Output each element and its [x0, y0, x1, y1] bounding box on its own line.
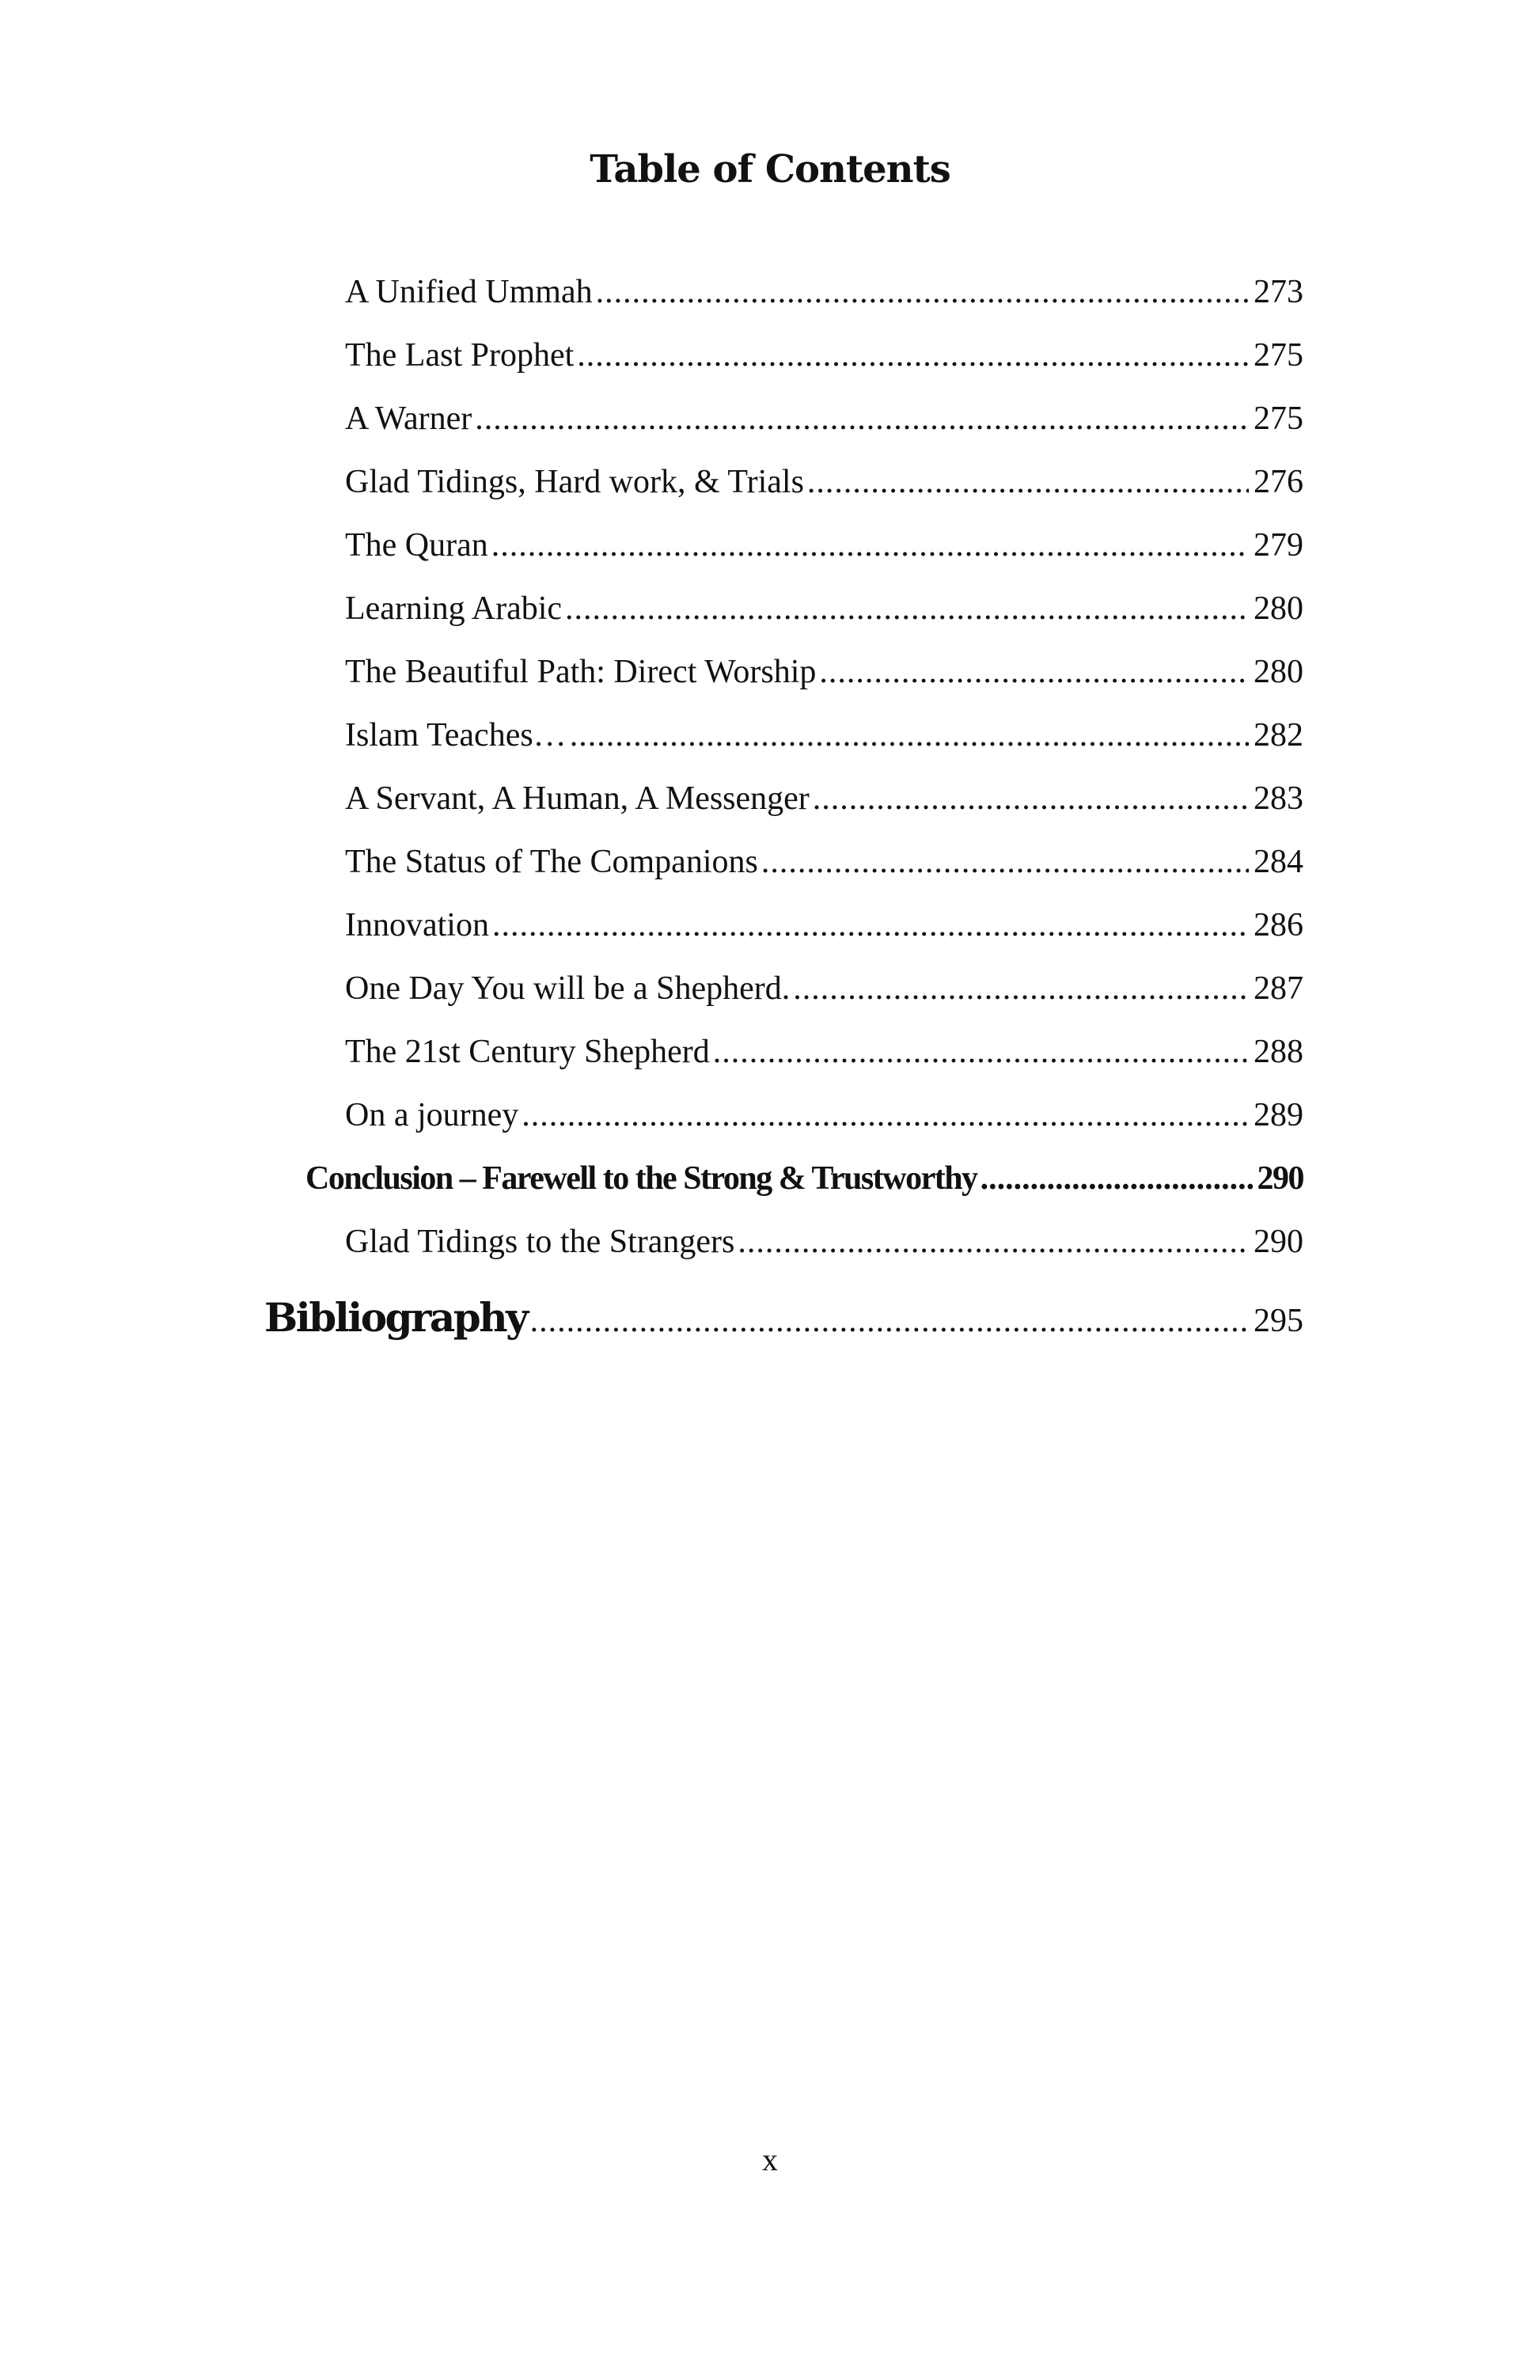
toc-entry-label: A Unified Ummah: [345, 274, 593, 310]
toc-entry-page: 287: [1254, 970, 1303, 1007]
dot-leader: [738, 1223, 1249, 1261]
toc-entry-label: The Beautiful Path: Direct Worship: [345, 654, 817, 690]
toc-entry[interactable]: [345, 336, 1303, 392]
toc-entry-label: On a journey: [345, 1097, 519, 1133]
toc-entry-page: 275: [1254, 337, 1303, 374]
toc-entry[interactable]: [345, 1033, 1303, 1088]
toc-part-entry[interactable]: [264, 1294, 1303, 1349]
toc-entry-label: The 21st Century Shepherd: [345, 1034, 710, 1070]
toc-entry[interactable]: [345, 590, 1303, 645]
toc-entry-page: 283: [1254, 780, 1303, 817]
page-number: x: [762, 2142, 778, 2177]
toc-entry[interactable]: [345, 273, 1303, 328]
toc-entry-label: A Servant, A Human, A Messenger: [345, 780, 810, 817]
dot-leader: [807, 463, 1249, 501]
toc-entry-page: 282: [1254, 717, 1303, 753]
toc-entry-label: Innovation: [345, 907, 489, 943]
dot-leader: [713, 1033, 1249, 1071]
toc-entry[interactable]: [345, 970, 1303, 1025]
toc-entry[interactable]: [345, 653, 1303, 708]
toc-chapter-entry[interactable]: [305, 1160, 1303, 1215]
toc-entry-label: The Last Prophet: [345, 337, 575, 374]
toc-entry-label: Conclusion – Farewell to the Strong & Trustworthy: [305, 1160, 977, 1197]
toc-entry-page: 273: [1254, 274, 1303, 310]
toc-entry-label: One Day You will be a Shepherd.: [345, 970, 791, 1007]
toc-entry-label: Glad Tidings, Hard work, & Trials: [345, 464, 804, 500]
dot-leader: [570, 716, 1249, 754]
toc-entry-label: Bibliography: [264, 1294, 527, 1341]
toc-entry-page: 289: [1254, 1097, 1303, 1133]
toc-entry[interactable]: [345, 1223, 1303, 1278]
toc-entry[interactable]: [345, 780, 1303, 835]
dot-leader: [819, 653, 1249, 691]
dot-leader: [492, 906, 1249, 944]
toc-entry[interactable]: [345, 463, 1303, 518]
page-title: Table of Contents: [590, 147, 950, 192]
dot-leader: [530, 1302, 1249, 1340]
dot-leader: [565, 590, 1249, 628]
dot-leader: [596, 273, 1249, 311]
toc-entry[interactable]: [345, 526, 1303, 582]
toc-entry-page: 280: [1254, 590, 1303, 627]
dot-leader: [793, 970, 1249, 1008]
toc-entry[interactable]: [345, 1096, 1303, 1152]
toc-entry-page: 279: [1254, 527, 1303, 564]
toc-entry-label: A Warner: [345, 400, 472, 437]
toc-entry-page: 280: [1254, 654, 1303, 690]
toc-entry-page: 290: [1254, 1224, 1303, 1260]
toc-entry[interactable]: [345, 906, 1303, 962]
toc-entry-page: 295: [1254, 1303, 1303, 1339]
toc-entry-label: Learning Arabic: [345, 590, 563, 627]
toc-entry-label: The Quran: [345, 527, 488, 564]
toc-entry-page: 275: [1254, 400, 1303, 437]
dot-leader: [577, 336, 1249, 374]
toc-entry-label: The Status of The Companions: [345, 844, 758, 880]
toc-entry[interactable]: [345, 400, 1303, 455]
dot-leader: [981, 1160, 1253, 1198]
toc-entry-page: 288: [1254, 1034, 1303, 1070]
toc-entry-page: 284: [1254, 844, 1303, 880]
toc-entry-page: 290: [1257, 1160, 1303, 1197]
toc-entry[interactable]: [345, 843, 1303, 898]
dot-leader: [491, 526, 1249, 564]
toc-entry[interactable]: [345, 716, 1303, 772]
dot-leader: [522, 1096, 1249, 1134]
dot-leader: [475, 400, 1249, 438]
dot-leader: [761, 843, 1249, 881]
dot-leader: [813, 780, 1249, 818]
toc-entry-label: Glad Tidings to the Strangers: [345, 1224, 735, 1260]
toc-entry-page: 286: [1254, 907, 1303, 943]
toc-entry-label: Islam Teaches…: [345, 717, 567, 753]
toc-entry-page: 276: [1254, 464, 1303, 500]
